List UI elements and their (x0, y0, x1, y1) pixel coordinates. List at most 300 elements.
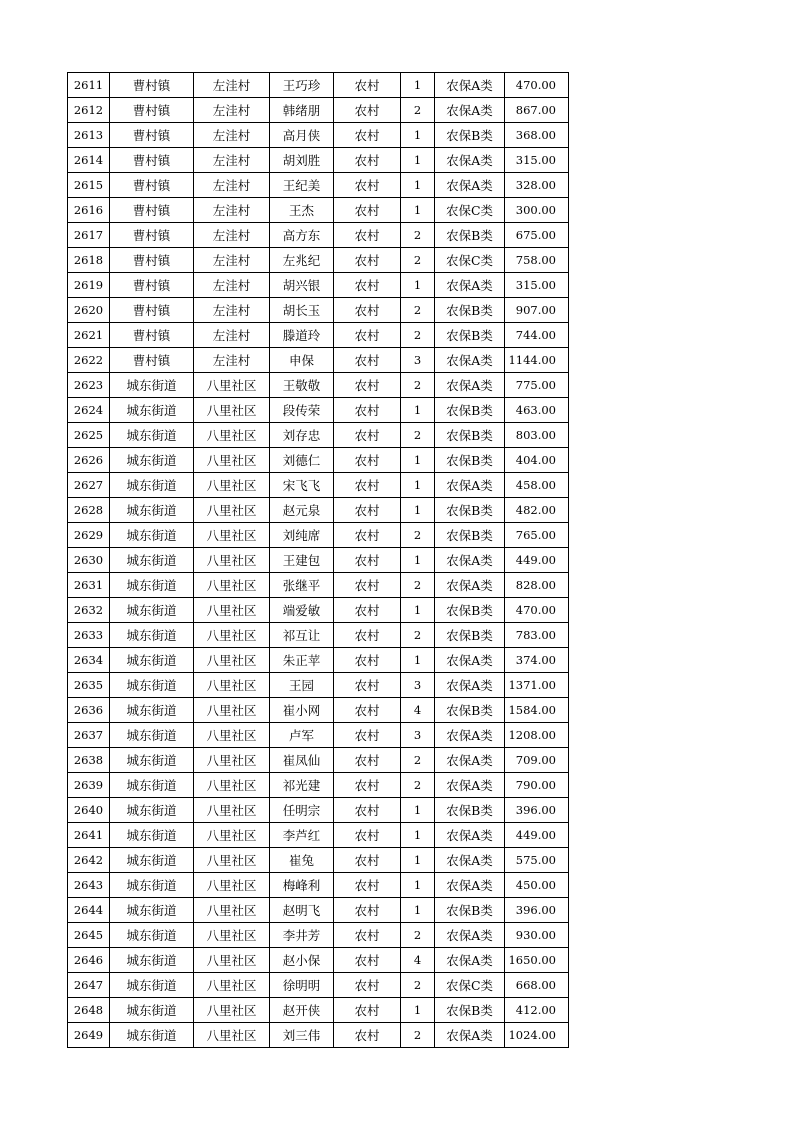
serial-number-cell: 2636 (68, 698, 110, 723)
table-row (68, 648, 569, 673)
member-count-cell: 4 (401, 698, 435, 723)
member-count-cell: 1 (401, 873, 435, 898)
household-type-cell: 农村 (334, 398, 401, 423)
amount-cell: 1144.00 (505, 348, 569, 373)
serial-number-cell: 2630 (68, 548, 110, 573)
town-cell: 城东街道 (110, 473, 194, 498)
town-cell: 城东街道 (110, 773, 194, 798)
person-name-cell: 赵小保 (270, 948, 334, 973)
records-table-body (68, 73, 569, 1048)
village-cell: 八里社区 (194, 523, 270, 548)
town-cell: 城东街道 (110, 748, 194, 773)
amount-cell: 803.00 (505, 423, 569, 448)
insurance-category-cell: 农保C类 (435, 973, 505, 998)
town-cell: 城东街道 (110, 998, 194, 1023)
person-name-cell: 左兆纪 (270, 248, 334, 273)
village-cell: 八里社区 (194, 623, 270, 648)
household-type-cell: 农村 (334, 573, 401, 598)
amount-cell: 709.00 (505, 748, 569, 773)
village-cell: 左洼村 (194, 323, 270, 348)
insurance-category-cell: 农保B类 (435, 598, 505, 623)
member-count-cell: 1 (401, 648, 435, 673)
table-row (68, 173, 569, 198)
serial-number-cell: 2637 (68, 723, 110, 748)
village-cell: 左洼村 (194, 223, 270, 248)
amount-cell: 412.00 (505, 998, 569, 1023)
amount-cell: 396.00 (505, 898, 569, 923)
village-cell: 八里社区 (194, 648, 270, 673)
village-cell: 八里社区 (194, 398, 270, 423)
insurance-category-cell: 农保A类 (435, 723, 505, 748)
table-row (68, 723, 569, 748)
amount-cell: 668.00 (505, 973, 569, 998)
insurance-category-cell: 农保B类 (435, 798, 505, 823)
household-type-cell: 农村 (334, 523, 401, 548)
amount-cell: 765.00 (505, 523, 569, 548)
household-type-cell: 农村 (334, 973, 401, 998)
table-row (68, 273, 569, 298)
table-row (68, 348, 569, 373)
table-row (68, 473, 569, 498)
household-type-cell: 农村 (334, 898, 401, 923)
insurance-category-cell: 农保A类 (435, 923, 505, 948)
serial-number-cell: 2640 (68, 798, 110, 823)
household-type-cell: 农村 (334, 548, 401, 573)
household-type-cell: 农村 (334, 223, 401, 248)
insurance-category-cell: 农保A类 (435, 823, 505, 848)
household-type-cell: 农村 (334, 298, 401, 323)
village-cell: 左洼村 (194, 298, 270, 323)
person-name-cell: 徐明明 (270, 973, 334, 998)
table-row (68, 798, 569, 823)
person-name-cell: 刘德仁 (270, 448, 334, 473)
town-cell: 曹村镇 (110, 273, 194, 298)
person-name-cell: 王杰 (270, 198, 334, 223)
amount-cell: 458.00 (505, 473, 569, 498)
member-count-cell: 2 (401, 1023, 435, 1048)
amount-cell: 575.00 (505, 848, 569, 873)
amount-cell: 404.00 (505, 448, 569, 473)
household-type-cell: 农村 (334, 423, 401, 448)
household-type-cell: 农村 (334, 248, 401, 273)
town-cell: 曹村镇 (110, 98, 194, 123)
village-cell: 左洼村 (194, 148, 270, 173)
village-cell: 八里社区 (194, 573, 270, 598)
household-type-cell: 农村 (334, 798, 401, 823)
table-row (68, 623, 569, 648)
village-cell: 八里社区 (194, 723, 270, 748)
table-row (68, 123, 569, 148)
serial-number-cell: 2643 (68, 873, 110, 898)
village-cell: 八里社区 (194, 998, 270, 1023)
serial-number-cell: 2627 (68, 473, 110, 498)
village-cell: 左洼村 (194, 248, 270, 273)
serial-number-cell: 2617 (68, 223, 110, 248)
person-name-cell: 赵明飞 (270, 898, 334, 923)
member-count-cell: 1 (401, 273, 435, 298)
town-cell: 城东街道 (110, 673, 194, 698)
table-row (68, 448, 569, 473)
town-cell: 城东街道 (110, 373, 194, 398)
village-cell: 左洼村 (194, 198, 270, 223)
village-cell: 八里社区 (194, 473, 270, 498)
amount-cell: 374.00 (505, 648, 569, 673)
insurance-category-cell: 农保A类 (435, 773, 505, 798)
village-cell: 八里社区 (194, 823, 270, 848)
member-count-cell: 1 (401, 123, 435, 148)
household-type-cell: 农村 (334, 723, 401, 748)
village-cell: 左洼村 (194, 173, 270, 198)
town-cell: 城东街道 (110, 523, 194, 548)
serial-number-cell: 2644 (68, 898, 110, 923)
town-cell: 城东街道 (110, 823, 194, 848)
village-cell: 八里社区 (194, 423, 270, 448)
village-cell: 八里社区 (194, 873, 270, 898)
amount-cell: 1371.00 (505, 673, 569, 698)
insurance-category-cell: 农保A类 (435, 648, 505, 673)
serial-number-cell: 2626 (68, 448, 110, 473)
person-name-cell: 王敬敬 (270, 373, 334, 398)
insurance-category-cell: 农保A类 (435, 748, 505, 773)
member-count-cell: 2 (401, 773, 435, 798)
serial-number-cell: 2614 (68, 148, 110, 173)
village-cell: 八里社区 (194, 1023, 270, 1048)
insurance-category-cell: 农保B类 (435, 623, 505, 648)
town-cell: 城东街道 (110, 723, 194, 748)
table-row (68, 98, 569, 123)
household-type-cell: 农村 (334, 98, 401, 123)
household-type-cell: 农村 (334, 748, 401, 773)
member-count-cell: 1 (401, 798, 435, 823)
village-cell: 八里社区 (194, 973, 270, 998)
insurance-category-cell: 农保B类 (435, 323, 505, 348)
table-row (68, 298, 569, 323)
serial-number-cell: 2649 (68, 1023, 110, 1048)
person-name-cell: 滕道玲 (270, 323, 334, 348)
village-cell: 八里社区 (194, 748, 270, 773)
insurance-category-cell: 农保A类 (435, 348, 505, 373)
amount-cell: 828.00 (505, 573, 569, 598)
amount-cell: 758.00 (505, 248, 569, 273)
insurance-category-cell: 农保A类 (435, 173, 505, 198)
member-count-cell: 1 (401, 498, 435, 523)
amount-cell: 930.00 (505, 923, 569, 948)
insurance-category-cell: 农保A类 (435, 373, 505, 398)
insurance-category-cell: 农保C类 (435, 198, 505, 223)
insurance-category-cell: 农保A类 (435, 573, 505, 598)
member-count-cell: 2 (401, 623, 435, 648)
records-table (67, 72, 569, 1048)
member-count-cell: 2 (401, 98, 435, 123)
village-cell: 八里社区 (194, 773, 270, 798)
village-cell: 八里社区 (194, 498, 270, 523)
table-row (68, 223, 569, 248)
town-cell: 曹村镇 (110, 198, 194, 223)
serial-number-cell: 2620 (68, 298, 110, 323)
serial-number-cell: 2639 (68, 773, 110, 798)
table-row (68, 823, 569, 848)
person-name-cell: 王建包 (270, 548, 334, 573)
person-name-cell: 祁光建 (270, 773, 334, 798)
member-count-cell: 2 (401, 523, 435, 548)
person-name-cell: 李井芳 (270, 923, 334, 948)
table-row (68, 848, 569, 873)
member-count-cell: 1 (401, 148, 435, 173)
insurance-category-cell: 农保A类 (435, 873, 505, 898)
household-type-cell: 农村 (334, 848, 401, 873)
household-type-cell: 农村 (334, 773, 401, 798)
village-cell: 左洼村 (194, 123, 270, 148)
serial-number-cell: 2624 (68, 398, 110, 423)
town-cell: 城东街道 (110, 548, 194, 573)
serial-number-cell: 2616 (68, 198, 110, 223)
amount-cell: 1208.00 (505, 723, 569, 748)
table-row (68, 998, 569, 1023)
amount-cell: 675.00 (505, 223, 569, 248)
table-row (68, 548, 569, 573)
town-cell: 城东街道 (110, 423, 194, 448)
serial-number-cell: 2619 (68, 273, 110, 298)
table-row (68, 948, 569, 973)
town-cell: 城东街道 (110, 873, 194, 898)
insurance-category-cell: 农保A类 (435, 473, 505, 498)
member-count-cell: 1 (401, 398, 435, 423)
person-name-cell: 端爱敏 (270, 598, 334, 623)
person-name-cell: 胡刘胜 (270, 148, 334, 173)
household-type-cell: 农村 (334, 923, 401, 948)
household-type-cell: 农村 (334, 873, 401, 898)
insurance-category-cell: 农保A类 (435, 948, 505, 973)
village-cell: 八里社区 (194, 448, 270, 473)
member-count-cell: 1 (401, 173, 435, 198)
household-type-cell: 农村 (334, 698, 401, 723)
household-type-cell: 农村 (334, 648, 401, 673)
town-cell: 曹村镇 (110, 323, 194, 348)
insurance-category-cell: 农保B类 (435, 223, 505, 248)
household-type-cell: 农村 (334, 348, 401, 373)
household-type-cell: 农村 (334, 73, 401, 98)
member-count-cell: 1 (401, 473, 435, 498)
member-count-cell: 2 (401, 923, 435, 948)
town-cell: 城东街道 (110, 648, 194, 673)
serial-number-cell: 2611 (68, 73, 110, 98)
town-cell: 城东街道 (110, 973, 194, 998)
household-type-cell: 农村 (334, 998, 401, 1023)
village-cell: 八里社区 (194, 698, 270, 723)
table-row (68, 148, 569, 173)
serial-number-cell: 2618 (68, 248, 110, 273)
person-name-cell: 刘纯席 (270, 523, 334, 548)
amount-cell: 783.00 (505, 623, 569, 648)
household-type-cell: 农村 (334, 198, 401, 223)
amount-cell: 449.00 (505, 548, 569, 573)
insurance-category-cell: 农保B类 (435, 498, 505, 523)
member-count-cell: 1 (401, 448, 435, 473)
insurance-category-cell: 农保B类 (435, 448, 505, 473)
amount-cell: 328.00 (505, 173, 569, 198)
household-type-cell: 农村 (334, 123, 401, 148)
table-row (68, 523, 569, 548)
household-type-cell: 农村 (334, 598, 401, 623)
member-count-cell: 1 (401, 998, 435, 1023)
insurance-category-cell: 农保A类 (435, 73, 505, 98)
town-cell: 曹村镇 (110, 148, 194, 173)
table-row (68, 323, 569, 348)
insurance-category-cell: 农保A类 (435, 1023, 505, 1048)
household-type-cell: 农村 (334, 673, 401, 698)
member-count-cell: 2 (401, 373, 435, 398)
village-cell: 八里社区 (194, 948, 270, 973)
table-row (68, 248, 569, 273)
town-cell: 城东街道 (110, 1023, 194, 1048)
village-cell: 左洼村 (194, 348, 270, 373)
village-cell: 左洼村 (194, 98, 270, 123)
member-count-cell: 1 (401, 848, 435, 873)
town-cell: 曹村镇 (110, 348, 194, 373)
insurance-category-cell: 农保B类 (435, 998, 505, 1023)
serial-number-cell: 2642 (68, 848, 110, 873)
table-row (68, 73, 569, 98)
serial-number-cell: 2647 (68, 973, 110, 998)
household-type-cell: 农村 (334, 473, 401, 498)
insurance-category-cell: 农保B类 (435, 423, 505, 448)
member-count-cell: 2 (401, 323, 435, 348)
village-cell: 左洼村 (194, 273, 270, 298)
amount-cell: 463.00 (505, 398, 569, 423)
person-name-cell: 胡长玉 (270, 298, 334, 323)
serial-number-cell: 2621 (68, 323, 110, 348)
person-name-cell: 段传荣 (270, 398, 334, 423)
town-cell: 城东街道 (110, 948, 194, 973)
village-cell: 八里社区 (194, 548, 270, 573)
amount-cell: 790.00 (505, 773, 569, 798)
serial-number-cell: 2622 (68, 348, 110, 373)
amount-cell: 396.00 (505, 798, 569, 823)
member-count-cell: 3 (401, 673, 435, 698)
member-count-cell: 2 (401, 748, 435, 773)
town-cell: 城东街道 (110, 898, 194, 923)
town-cell: 曹村镇 (110, 298, 194, 323)
person-name-cell: 韩绪朋 (270, 98, 334, 123)
serial-number-cell: 2613 (68, 123, 110, 148)
town-cell: 城东街道 (110, 573, 194, 598)
town-cell: 城东街道 (110, 923, 194, 948)
household-type-cell: 农村 (334, 948, 401, 973)
member-count-cell: 1 (401, 73, 435, 98)
table-row (68, 973, 569, 998)
member-count-cell: 2 (401, 248, 435, 273)
member-count-cell: 2 (401, 223, 435, 248)
insurance-category-cell: 农保A类 (435, 848, 505, 873)
household-type-cell: 农村 (334, 498, 401, 523)
amount-cell: 1584.00 (505, 698, 569, 723)
person-name-cell: 高方东 (270, 223, 334, 248)
person-name-cell: 祁互让 (270, 623, 334, 648)
village-cell: 八里社区 (194, 798, 270, 823)
amount-cell: 368.00 (505, 123, 569, 148)
person-name-cell: 王巧珍 (270, 73, 334, 98)
person-name-cell: 卢军 (270, 723, 334, 748)
person-name-cell: 胡兴银 (270, 273, 334, 298)
table-row (68, 873, 569, 898)
member-count-cell: 1 (401, 198, 435, 223)
serial-number-cell: 2646 (68, 948, 110, 973)
person-name-cell: 刘三伟 (270, 1023, 334, 1048)
person-name-cell: 张继平 (270, 573, 334, 598)
person-name-cell: 朱正苹 (270, 648, 334, 673)
table-row (68, 373, 569, 398)
table-row (68, 423, 569, 448)
person-name-cell: 崔凤仙 (270, 748, 334, 773)
town-cell: 城东街道 (110, 448, 194, 473)
insurance-category-cell: 农保A类 (435, 548, 505, 573)
town-cell: 城东街道 (110, 398, 194, 423)
amount-cell: 300.00 (505, 198, 569, 223)
person-name-cell: 赵开侠 (270, 998, 334, 1023)
town-cell: 城东街道 (110, 498, 194, 523)
insurance-category-cell: 农保A类 (435, 98, 505, 123)
amount-cell: 450.00 (505, 873, 569, 898)
town-cell: 城东街道 (110, 848, 194, 873)
member-count-cell: 1 (401, 598, 435, 623)
person-name-cell: 任明宗 (270, 798, 334, 823)
serial-number-cell: 2645 (68, 923, 110, 948)
table-row (68, 398, 569, 423)
person-name-cell: 宋飞飞 (270, 473, 334, 498)
household-type-cell: 农村 (334, 273, 401, 298)
town-cell: 城东街道 (110, 698, 194, 723)
village-cell: 八里社区 (194, 598, 270, 623)
serial-number-cell: 2623 (68, 373, 110, 398)
amount-cell: 470.00 (505, 598, 569, 623)
person-name-cell: 高月侠 (270, 123, 334, 148)
person-name-cell: 梅峰利 (270, 873, 334, 898)
member-count-cell: 1 (401, 823, 435, 848)
person-name-cell: 刘存忠 (270, 423, 334, 448)
village-cell: 八里社区 (194, 898, 270, 923)
member-count-cell: 2 (401, 298, 435, 323)
serial-number-cell: 2638 (68, 748, 110, 773)
town-cell: 曹村镇 (110, 248, 194, 273)
amount-cell: 449.00 (505, 823, 569, 848)
insurance-category-cell: 农保A类 (435, 148, 505, 173)
town-cell: 曹村镇 (110, 123, 194, 148)
household-type-cell: 农村 (334, 623, 401, 648)
amount-cell: 775.00 (505, 373, 569, 398)
person-name-cell: 王园 (270, 673, 334, 698)
town-cell: 城东街道 (110, 798, 194, 823)
insurance-category-cell: 农保B类 (435, 523, 505, 548)
table-row (68, 673, 569, 698)
town-cell: 城东街道 (110, 623, 194, 648)
town-cell: 城东街道 (110, 598, 194, 623)
amount-cell: 470.00 (505, 73, 569, 98)
serial-number-cell: 2625 (68, 423, 110, 448)
table-row (68, 898, 569, 923)
amount-cell: 867.00 (505, 98, 569, 123)
serial-number-cell: 2629 (68, 523, 110, 548)
household-type-cell: 农村 (334, 823, 401, 848)
town-cell: 曹村镇 (110, 223, 194, 248)
household-type-cell: 农村 (334, 373, 401, 398)
village-cell: 八里社区 (194, 848, 270, 873)
amount-cell: 1650.00 (505, 948, 569, 973)
serial-number-cell: 2635 (68, 673, 110, 698)
insurance-category-cell: 农保B类 (435, 123, 505, 148)
insurance-category-cell: 农保B类 (435, 398, 505, 423)
member-count-cell: 3 (401, 723, 435, 748)
member-count-cell: 2 (401, 423, 435, 448)
